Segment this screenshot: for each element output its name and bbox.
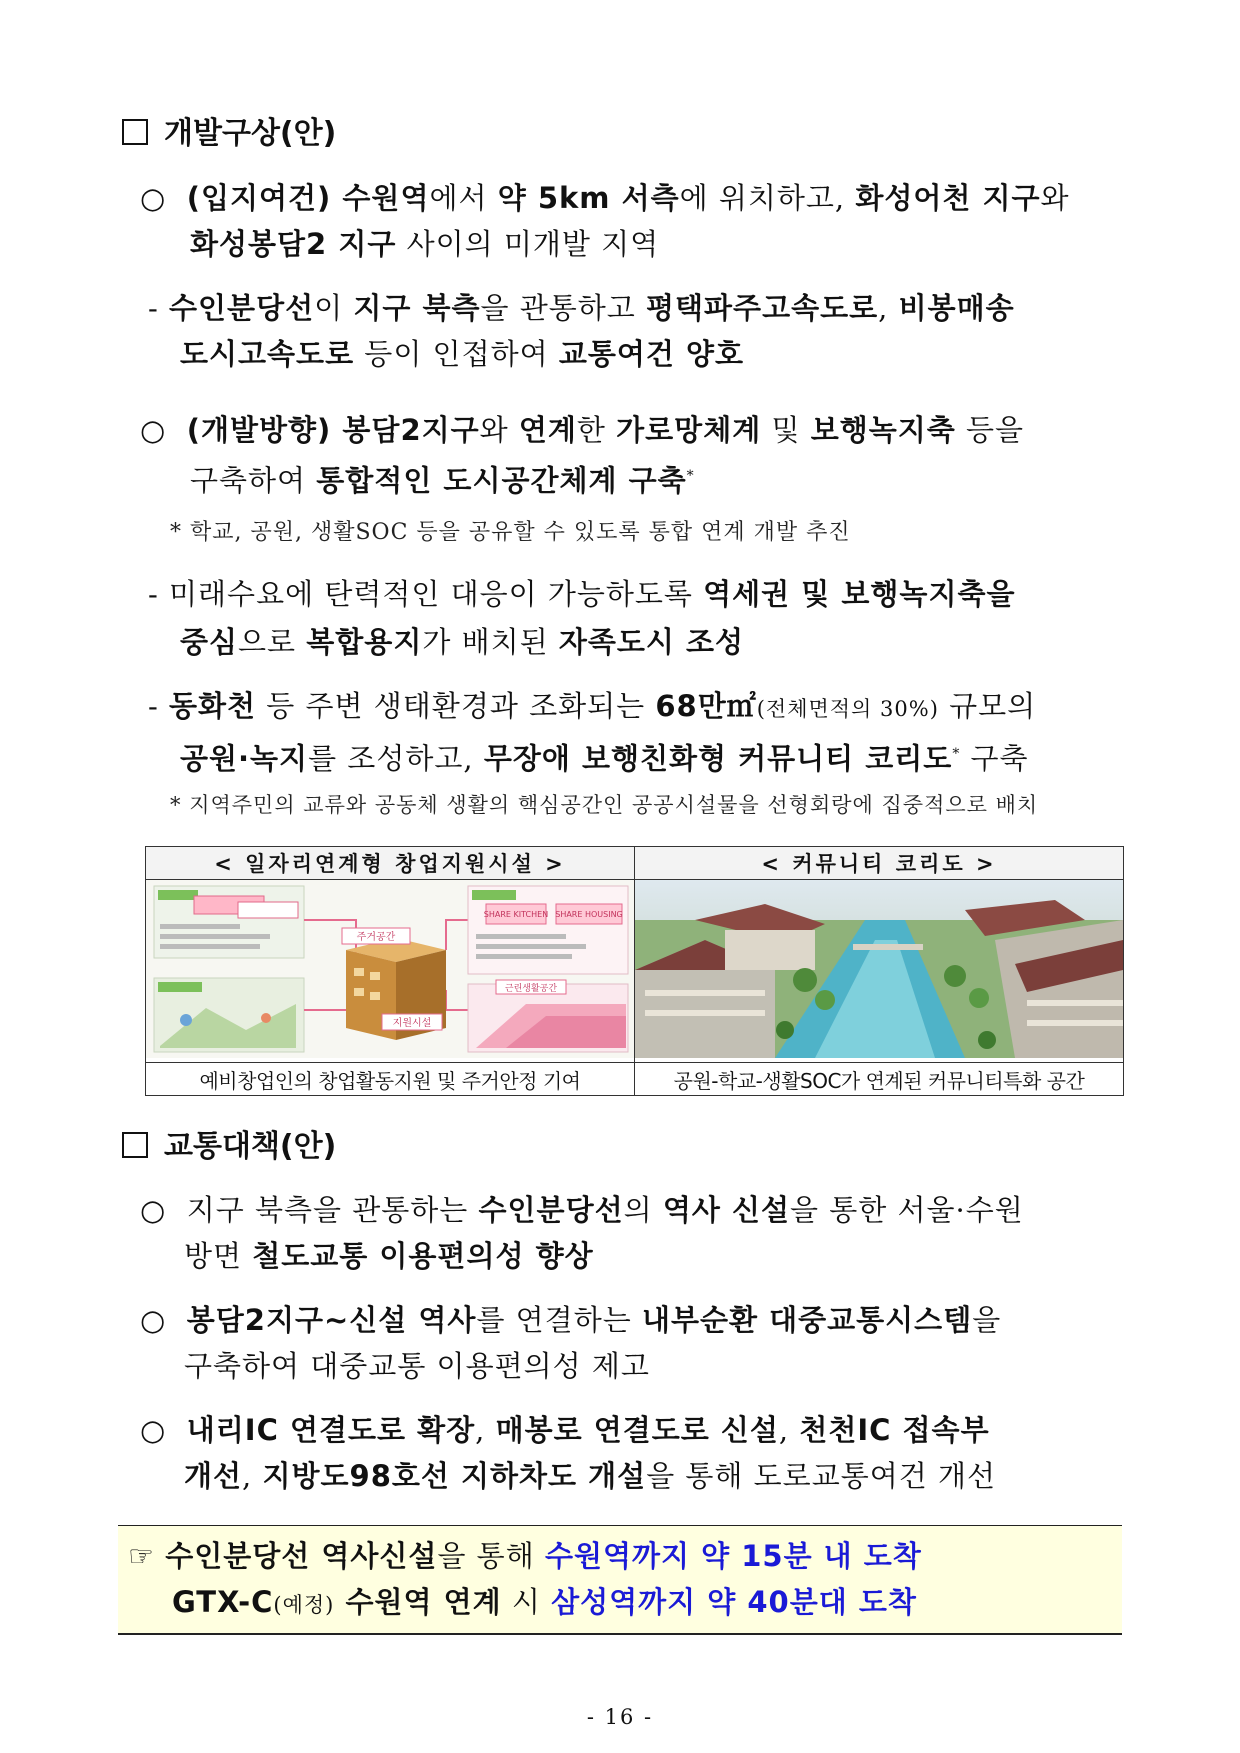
footnote-integration [170, 518, 851, 548]
paragraph-roads [140, 1410, 990, 1450]
paragraph-transit-system [140, 1300, 1001, 1340]
text-bold: 천천IC 접속부 [799, 1413, 990, 1447]
text-bold: 중심 [180, 625, 239, 659]
text: 을 관통하고 [480, 291, 647, 325]
text-small: (예정) [273, 1593, 335, 1617]
text: 등이 인접하여 [354, 337, 559, 371]
circle-bullet-icon: ○ [140, 1413, 167, 1447]
text-bold: 내리IC 연결도로 확장 [186, 1413, 476, 1447]
text-bold: 도시고속도로 [180, 337, 355, 371]
text: 이 [314, 291, 354, 325]
highlight-callout-box [118, 1525, 1122, 1635]
text-bold: 공원·녹지 [180, 741, 309, 776]
text: 학교, 공원, 생활SOC 등을 공유할 수 있도록 통합 연계 개발 추진 [190, 520, 851, 545]
paragraph-direction-cont [190, 456, 695, 501]
text: 구축하여 대중교통 이용편의성 제고 [184, 1349, 650, 1383]
paragraph-roads-cont [184, 1456, 996, 1496]
startup-facility-illustration [146, 880, 634, 1058]
text: 구축 [960, 741, 1029, 776]
section-heading-traffic [122, 1127, 336, 1167]
text-highlight: 수원역까지 약 15분 내 도착 [544, 1539, 922, 1573]
text-bold: 지방도98호선 지하차도 개설 [262, 1459, 647, 1493]
text: 방면 [184, 1239, 253, 1273]
text-bold: (입지여건) 수원역 [186, 181, 430, 215]
dash-item-mixed-use [148, 574, 1016, 614]
text: , [242, 1459, 263, 1493]
text-bold: 역세권 및 보행녹지축을 [703, 577, 1016, 611]
page-number: - 16 - [586, 1705, 654, 1729]
text: 을 [972, 1303, 1002, 1337]
asterisk-footnote-mark: * [686, 468, 695, 484]
community-corridor-illustration [635, 880, 1123, 1058]
paragraph-direction [140, 410, 1024, 450]
dash-item-mixed-use-cont [180, 622, 744, 662]
text: 등을 [955, 413, 1025, 447]
text-highlight: 삼성역까지 약 40분대 도착 [551, 1585, 917, 1619]
text-bold: 비봉매송 [898, 291, 1015, 325]
figure-left-title: < 일자리연계형 창업지원시설 > [146, 847, 635, 880]
figure-table [145, 846, 1124, 1096]
section-title: 개발구상(안) [164, 116, 337, 151]
text: 미래수요에 탄력적인 대응이 가능하도록 [169, 577, 704, 611]
community-corridor-image [635, 880, 1124, 1063]
text: 구축하여 [190, 463, 317, 498]
text-bold: 동화천 [169, 689, 257, 723]
text: , [475, 1413, 496, 1447]
paragraph-location-cont [190, 224, 659, 264]
text-bold: 교통여건 양호 [558, 337, 745, 371]
circle-bullet-icon: ○ [140, 181, 167, 215]
text: 사이의 미개발 지역 [396, 227, 660, 261]
text-bold: GTX-C [172, 1585, 274, 1619]
figure-right-caption: 공원-학교-생활SOC가 연계된 커뮤니티특화 공간 [635, 1063, 1124, 1096]
paragraph-rail-cont [184, 1236, 594, 1276]
text-bold: 수인분당선 [478, 1193, 624, 1227]
text: 한 [576, 413, 617, 447]
text-bold: 역사 신설 [662, 1193, 790, 1227]
callout-line-1 [128, 1536, 922, 1576]
text-bold: 통합적인 도시공간체계 구축 [316, 463, 687, 498]
startup-facility-diagram [146, 880, 635, 1063]
text: 지역주민의 교류와 공동체 생활의 핵심공간인 공공시설물을 선형회랑에 집중적으로 배치 [189, 793, 1039, 817]
text-bold: 자족도시 조성 [558, 625, 745, 659]
text: 및 [761, 413, 811, 447]
text-bold: 화성어천 지구 [855, 181, 1041, 215]
section-heading-development [122, 114, 336, 154]
label-support: 지원시설 [392, 1018, 432, 1029]
text-bold: 수원역 연계 [334, 1585, 502, 1619]
text-bold: 지구 북측 [353, 291, 481, 325]
text-bold: 수인분당선 역사신설 [165, 1539, 438, 1573]
text-bold: 약 5km 서측 [497, 181, 680, 215]
text-bold: 철도교통 이용편의성 향상 [252, 1239, 594, 1273]
text: 에서 [429, 181, 498, 215]
text-bold: 내부순환 대중교통시스템 [641, 1303, 973, 1337]
text-bold: 매봉로 연결도로 신설 [495, 1413, 779, 1447]
text: , [778, 1413, 800, 1447]
dash-bullet: - [148, 689, 159, 723]
text: 에 위치하고, [679, 181, 856, 215]
label-share-kitchen: SHARE KITCHEN [483, 910, 549, 919]
circle-bullet-icon: ○ [140, 1193, 167, 1227]
text: 를 연결하는 [476, 1303, 642, 1337]
text: 의 [623, 1193, 663, 1227]
figure-left-caption: 예비창업인의 창업활동지원 및 주거안정 기여 [146, 1063, 635, 1096]
footnote-corridor [170, 790, 1038, 820]
text: 을 통해 [437, 1539, 545, 1573]
text-bold: 화성봉담2 지구 [190, 227, 397, 261]
paragraph-transit-system-cont [184, 1346, 650, 1386]
text-bold: 수인분당선 [169, 291, 315, 325]
asterisk-icon: * [170, 793, 182, 817]
asterisk-footnote-mark: * [952, 746, 961, 762]
text-small: (전체면적의 30%) [756, 697, 939, 721]
text: 을 통해 도로교통여건 개선 [646, 1459, 996, 1493]
text: 규모의 [938, 689, 1037, 723]
text: 와 [479, 413, 519, 447]
checkbox-square-icon [122, 1132, 148, 1158]
text-bold: 평택파주고속도로 [646, 291, 879, 325]
paragraph-location [140, 178, 1070, 218]
checkbox-square-icon [122, 119, 148, 145]
dash-item-park [148, 686, 1036, 729]
label-residential: 주거공간 [356, 932, 396, 943]
dash-item-transit-cont [180, 334, 744, 374]
circle-bullet-icon: ○ [140, 1303, 167, 1337]
asterisk-icon: * [170, 520, 182, 545]
dash-item-transit [148, 288, 1015, 328]
text: 시 [501, 1585, 552, 1619]
text-bold: 복합용지 [306, 625, 423, 659]
dash-bullet: - [148, 291, 159, 325]
text-bold: 봉담2지구~신설 역사 [186, 1303, 477, 1337]
label-share-housing: SHARE HOUSING [555, 910, 623, 919]
text: 와 [1040, 181, 1070, 215]
text: 가 배치된 [422, 625, 559, 659]
dash-bullet: - [148, 577, 159, 611]
pointing-hand-icon: ☞ [128, 1539, 155, 1573]
text: 등 주변 생태환경과 조화되는 [256, 689, 656, 723]
text: 을 통한 서울·수원 [790, 1193, 1024, 1227]
paragraph-rail [140, 1190, 1024, 1230]
dash-item-park-cont [180, 734, 1029, 779]
figure-right-title: < 커뮤니티 코리도 > [635, 847, 1124, 880]
circle-bullet-icon: ○ [140, 413, 167, 447]
text-bold: 연계 [518, 413, 577, 447]
text-bold: 무장애 보행친화형 커뮤니티 코리도 [483, 741, 953, 776]
text-bold: 보행녹지축 [810, 413, 956, 447]
text-bold: 가로망체계 [616, 413, 762, 447]
text-bold: 68만㎡ [655, 689, 757, 723]
text: 를 조성하고, [308, 741, 484, 776]
label-neighborhood: 근린생활공간 [504, 984, 558, 994]
text: 으로 [238, 625, 307, 659]
text-bold: 개선 [184, 1459, 243, 1493]
text-bold: (개발방향) 봉담2지구 [186, 413, 480, 447]
text: 지구 북측을 관통하는 [186, 1193, 479, 1227]
section-title: 교통대책(안) [164, 1129, 337, 1164]
text: , [878, 291, 899, 325]
callout-line-2 [172, 1582, 917, 1625]
